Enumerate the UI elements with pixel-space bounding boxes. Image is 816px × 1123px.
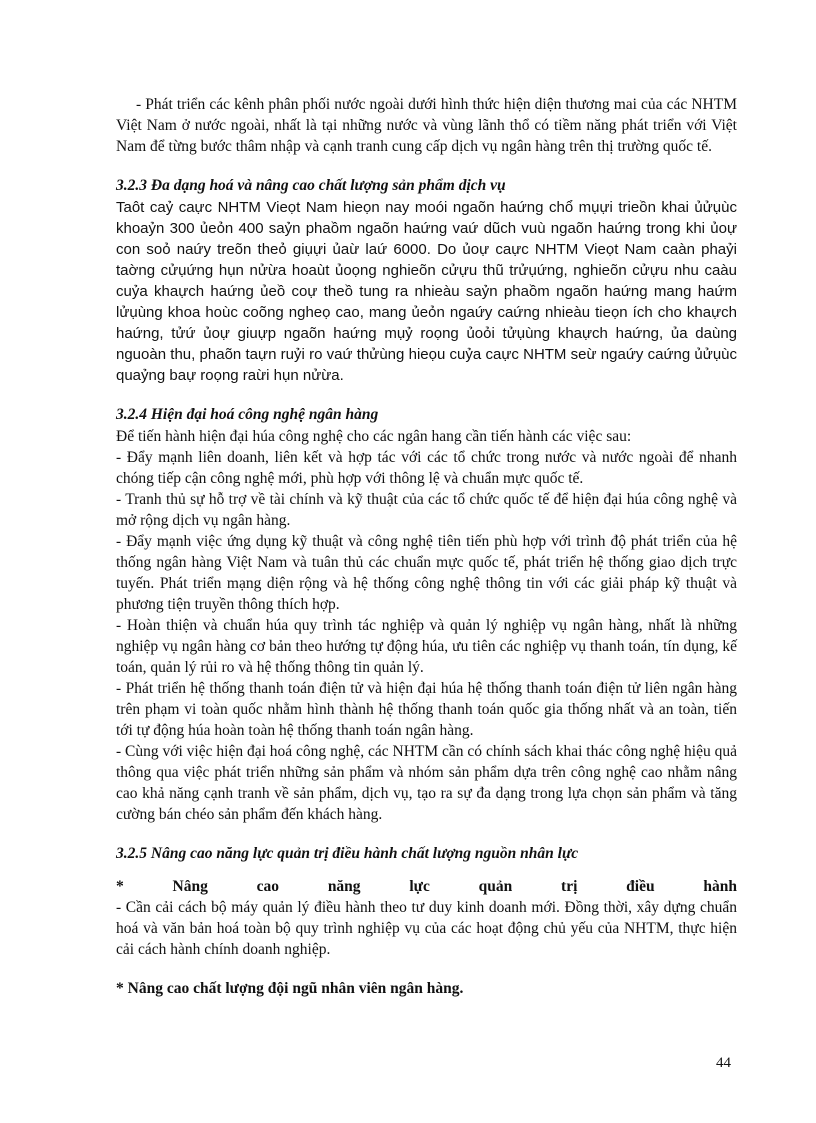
subheading-governance: * Nâng cao năng lực quản trị điều hành <box>116 878 737 895</box>
section-heading-3-2-4: 3.2.4 Hiện đại hoá công nghệ ngân hàng <box>116 406 379 423</box>
document-page <box>116 94 737 999</box>
section-3-2-4-lead: Để tiến hành hiện đại húa công nghệ cho các ngân hang cần tiến hành các việc sau: <box>116 428 632 445</box>
list-item: - Đẩy mạnh việc ứng dụng kỹ thuật và công nghệ tiên tiến phù hợp với trình độ phát triển của hệ thống ngân hàng Việt Nam và tuân thủ các chuẩn mực quốc tế, phát triển hệ thống giao dịch trực tuyến. Phát triển mạng diện rộng và hệ thống công nghệ thông tin với các giải pháp kỹ thuật và phương tiện truyền thông thích hợp. <box>116 533 737 613</box>
section-heading-3-2-5: 3.2.5 Nâng cao năng lực quản trị điều hành chất lượng nguồn nhân lực <box>116 845 579 862</box>
list-item: - Hoàn thiện và chuẩn húa quy trình tác nghiệp và quản lý nghiệp vụ ngân hàng, nhất là những nghiệp vụ ngân hàng cơ bản theo hướng tự động húa, ưu tiên các nghiệp vụ thanh toán, tín dụng, kế toán, quản lý rủi ro và hệ thống thông tin quản lý. <box>116 617 737 676</box>
intro-paragraph: - Phát triển các kênh phân phối nước ngoài dưới hình thức hiện diện thương mai của các NHTM Việt Nam ở nước ngoài, nhất là tại những nước và vùng lãnh thổ có tiềm năng phát triển với Việt Nam để từng bước thâm nhập và cạnh tranh cung cấp dịch vụ ngân hàng trên thị trường quốc tế. <box>116 96 737 155</box>
list-item: - Phát triển hệ thống thanh toán điện tử và hiện đại húa hệ thống thanh toán điện tử liên ngân hàng trên phạm vi toàn quốc nhằm hình thành hệ thống thanh toán quốc gia thống nhất và an toàn, tiến tới tự động húa hoàn toàn hệ thống thanh toán ngân hàng. <box>116 680 737 739</box>
list-item: - Đẩy mạnh liên doanh, liên kết và hợp tác với các tổ chức trong nước và nước ngoài để nhanh chóng tiếp cận công nghệ mới, phù hợp với thông lệ và chuẩn mực quốc tế. <box>116 449 737 487</box>
page-number: 44 <box>716 1055 731 1071</box>
subheading-governance-body: - Cần cải cách bộ máy quản lý điều hành theo tư duy kinh doanh mới. Đồng thời, xây dựng chuẩn hoá và văn bản hoá toàn bộ quy trình nghiệp vụ của các hoạt động chủ yếu của NHTM, thực hiện cải cách hành chính doanh nghiệp. <box>116 899 737 958</box>
list-item: - Cùng với việc hiện đại hoá công nghệ, các NHTM cần có chính sách khai thác công nghệ hiệu quả thông qua việc phát triển những sản phẩm và nhóm sản phẩm dựa trên công nghệ cao nhằm nâng cao khả năng cạnh tranh về sản phẩm, dịch vụ, tạo ra sự đa dạng trong lựa chọn sản phẩm và tăng cường bán chéo sản phẩm đến khách hàng. <box>116 743 737 823</box>
section-heading-3-2-3: 3.2.3 Đa dạng hoá và nâng cao chất lượng sản phẩm dịch vụ <box>116 177 506 194</box>
subheading-staff-quality: * Nâng cao chất lượng đội ngũ nhân viên ngân hàng. <box>116 980 464 997</box>
section-3-2-3-body: Taôt caỷ caực NHTM Vieọt Nam hieọn nay moói ngaõn haứng chổ mụựi trieồn khai ủửụùc khoaỷn 300 ủeỏn 400 saỷn phaồm ngaõn haứng vaứ dũch vuù ngaõn haứng trong khi ủoự con soỏ naứy treõn theỏ giụựi ủaừ laứ 6000. Do ủoự caực NHTM Vieọt Nam caàn phaỷi taờng cửụứng hụn nửừa hoaùt ủoọng nghieõn cửựu thũ trửụứng, nghieõn cửựu nhu caàu cuỷa khaựch haứng ủeồ coự theồ tung ra nhieàu saỷn phaồm ngaõn haứng mang haứm lửụùng khoa hoùc coõng ngheọ cao, mang ủeỏn ngaứy caứng nhieàu tieọn ích cho khaựch haứng, tửứ ủoự giuựp ngaõn haứng mụỷ roọng ủoỏi tửụùng khaựch haứng, ủa daùng nguoàn thu, phaõn taựn ruỷi ro vaứ thửùng hieọu cuỷa caực NHTM seừ ngaứy caứng ủửụùc quaỷng baự roọng raừi hụn nửừa. <box>116 199 737 384</box>
list-item: - Tranh thủ sự hỗ trợ về tài chính và kỹ thuật của các tổ chức quốc tế để hiện đại húa công nghệ và mở rộng dịch vụ ngân hàng. <box>116 491 737 529</box>
